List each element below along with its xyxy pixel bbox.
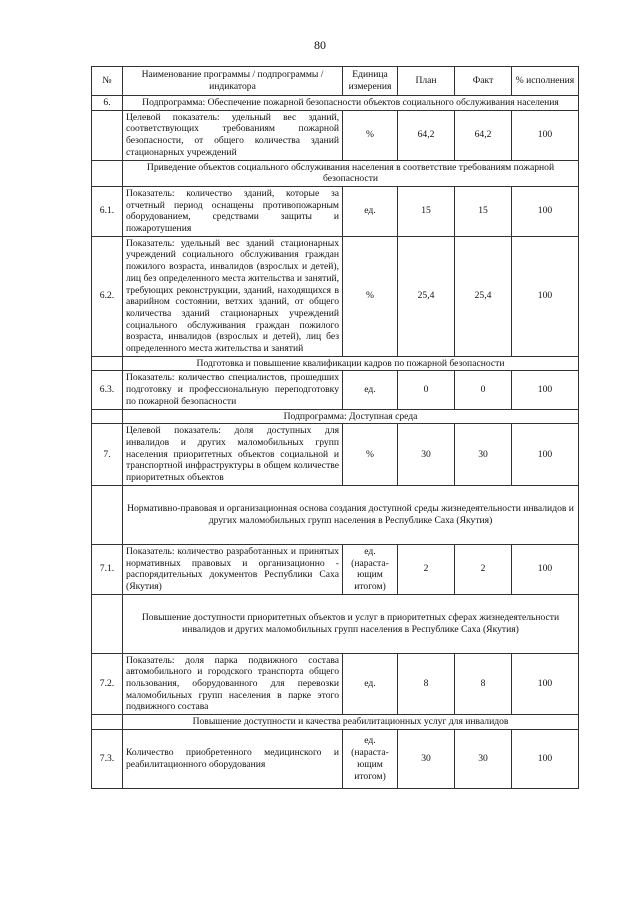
section-row: [92, 356, 579, 371]
table-header-row: [92, 67, 579, 96]
row-number: 7.2.: [92, 653, 123, 715]
unit-cell: ед.: [343, 371, 398, 409]
header-no: №: [92, 67, 123, 96]
fact-cell: 8: [455, 653, 512, 715]
indicator-name: Показатель: количество разработанных и принятых нормативных правовых и организационно - распорядительных документов Республики Саха (Якутия): [123, 544, 343, 594]
row-number: 7.1.: [92, 544, 123, 594]
row-number: 6.2.: [92, 236, 123, 356]
unit-cell: ед.: [343, 653, 398, 715]
row-number: 7.: [92, 424, 123, 486]
table-row: [92, 653, 579, 715]
percent-cell: 100: [512, 236, 579, 356]
fact-cell: 64,2: [455, 110, 512, 160]
row-number: [92, 409, 123, 424]
section-row: [92, 160, 579, 186]
indicator-name: Показатель: количество специалистов, прошедших подготовку и профессиональную переподготовку по пожарной безопасности: [123, 371, 343, 409]
row-number: [92, 110, 123, 160]
percent-cell: 100: [512, 371, 579, 409]
indicator-name: Показатель: количество зданий, которые за отчетный период оснащены противопожарным оборудованием, средствами защиты и пожаротушения: [123, 186, 343, 236]
section-row: [92, 409, 579, 424]
plan-cell: 30: [398, 729, 455, 788]
indicator-name: Количество приобретенного медицинского и реабилитационного оборудования: [123, 729, 343, 788]
fact-cell: 30: [455, 424, 512, 486]
table-row: [92, 729, 579, 788]
percent-cell: 100: [512, 544, 579, 594]
unit-cell: %: [343, 110, 398, 160]
row-number: 7.3.: [92, 729, 123, 788]
table-body: [92, 96, 579, 789]
section-title: Подпрограмма: Обеспечение пожарной безопасности объектов социального обслуживания населения: [123, 96, 579, 111]
unit-cell: %: [343, 236, 398, 356]
fact-cell: 25,4: [455, 236, 512, 356]
table-row: [92, 186, 579, 236]
percent-cell: 100: [512, 110, 579, 160]
plan-cell: 15: [398, 186, 455, 236]
unit-cell: ед.: [343, 186, 398, 236]
page-number: 80: [314, 38, 326, 52]
fact-cell: 30: [455, 729, 512, 788]
unit-cell: ед. (нараста-ющим итогом): [343, 544, 398, 594]
indicator-name: Целевой показатель: доля доступных для инвалидов и других маломобильных групп населения приоритетных объектов социальной и транспортной инфраструктуры в общем количестве приоритетных объектов: [123, 424, 343, 486]
fact-cell: 15: [455, 186, 512, 236]
header-fact: Факт: [455, 67, 512, 96]
row-number: [92, 715, 123, 730]
plan-cell: 30: [398, 424, 455, 486]
indicator-name: Показатель: удельный вес зданий стационарных учреждений социального обслуживания граждан пожилого возраста, инвалидов (взрослых и детей), лиц без определенного места жительства и занятий, требующих реконструкции, зданий, находящихся в аварийном состоянии, ветхих зданий, от общего количества зданий стационарных учреждений социального обслуживания граждан пожилого возраста, инвалидов (взрослых и детей), лиц без определенного места жительства и занятий: [123, 236, 343, 356]
row-number: 6.3.: [92, 371, 123, 409]
row-number: [92, 485, 123, 544]
row-number: [92, 356, 123, 371]
section-row: [92, 96, 579, 111]
unit-cell: %: [343, 424, 398, 486]
table-row: [92, 544, 579, 594]
percent-cell: 100: [512, 653, 579, 715]
header-pct: % исполнения: [512, 67, 579, 96]
table-row: [92, 110, 579, 160]
plan-cell: 64,2: [398, 110, 455, 160]
header-plan: План: [398, 67, 455, 96]
table-row: [92, 371, 579, 409]
indicator-name: Показатель: доля парка подвижного состава автомобильного и городского транспорта общего пользования, оборудованного для перевозки маломобильных групп населения в парке этого подвижного состава: [123, 653, 343, 715]
percent-cell: 100: [512, 424, 579, 486]
fact-cell: 0: [455, 371, 512, 409]
percent-cell: 100: [512, 186, 579, 236]
section-title: Повышение доступности приоритетных объектов и услуг в приоритетных сферах жизнедеятельности инвалидов и других маломобильных групп населения в Республике Саха (Якутия): [123, 594, 579, 653]
section-title: Приведение объектов социального обслуживания населения в соответствие требованиям пожарной безопасности: [123, 160, 579, 186]
indicator-name: Целевой показатель: удельный вес зданий, соответствующих требованиям пожарной безопасности, от общего количества зданий стационарных учреждений: [123, 110, 343, 160]
row-number: [92, 594, 123, 653]
section-title: Подпрограмма: Доступная среда: [123, 409, 579, 424]
section-row: [92, 594, 579, 653]
section-title: Подготовка и повышение квалификации кадров по пожарной безопасности: [123, 356, 579, 371]
section-title: Повышение доступности и качества реабилитационных услуг для инвалидов: [123, 715, 579, 730]
section-title: Нормативно-правовая и организационная основа создания доступной среды жизнедеятельности инвалидов и других маломобильных групп населения в Республике Саха (Якутия): [123, 485, 579, 544]
row-number: [92, 160, 123, 186]
header-name: Наименование программы / подпрограммы / индикатора: [123, 67, 343, 96]
plan-cell: 25,4: [398, 236, 455, 356]
table-row: [92, 236, 579, 356]
row-number: 6.1.: [92, 186, 123, 236]
indicators-table: [91, 66, 579, 789]
plan-cell: 8: [398, 653, 455, 715]
unit-cell: ед. (нараста-ющим итогом): [343, 729, 398, 788]
row-number: 6.: [92, 96, 123, 111]
fact-cell: 2: [455, 544, 512, 594]
section-row: [92, 715, 579, 730]
plan-cell: 0: [398, 371, 455, 409]
header-unit: Единица измерения: [343, 67, 398, 96]
plan-cell: 2: [398, 544, 455, 594]
table-row: [92, 424, 579, 486]
section-row: [92, 485, 579, 544]
percent-cell: 100: [512, 729, 579, 788]
